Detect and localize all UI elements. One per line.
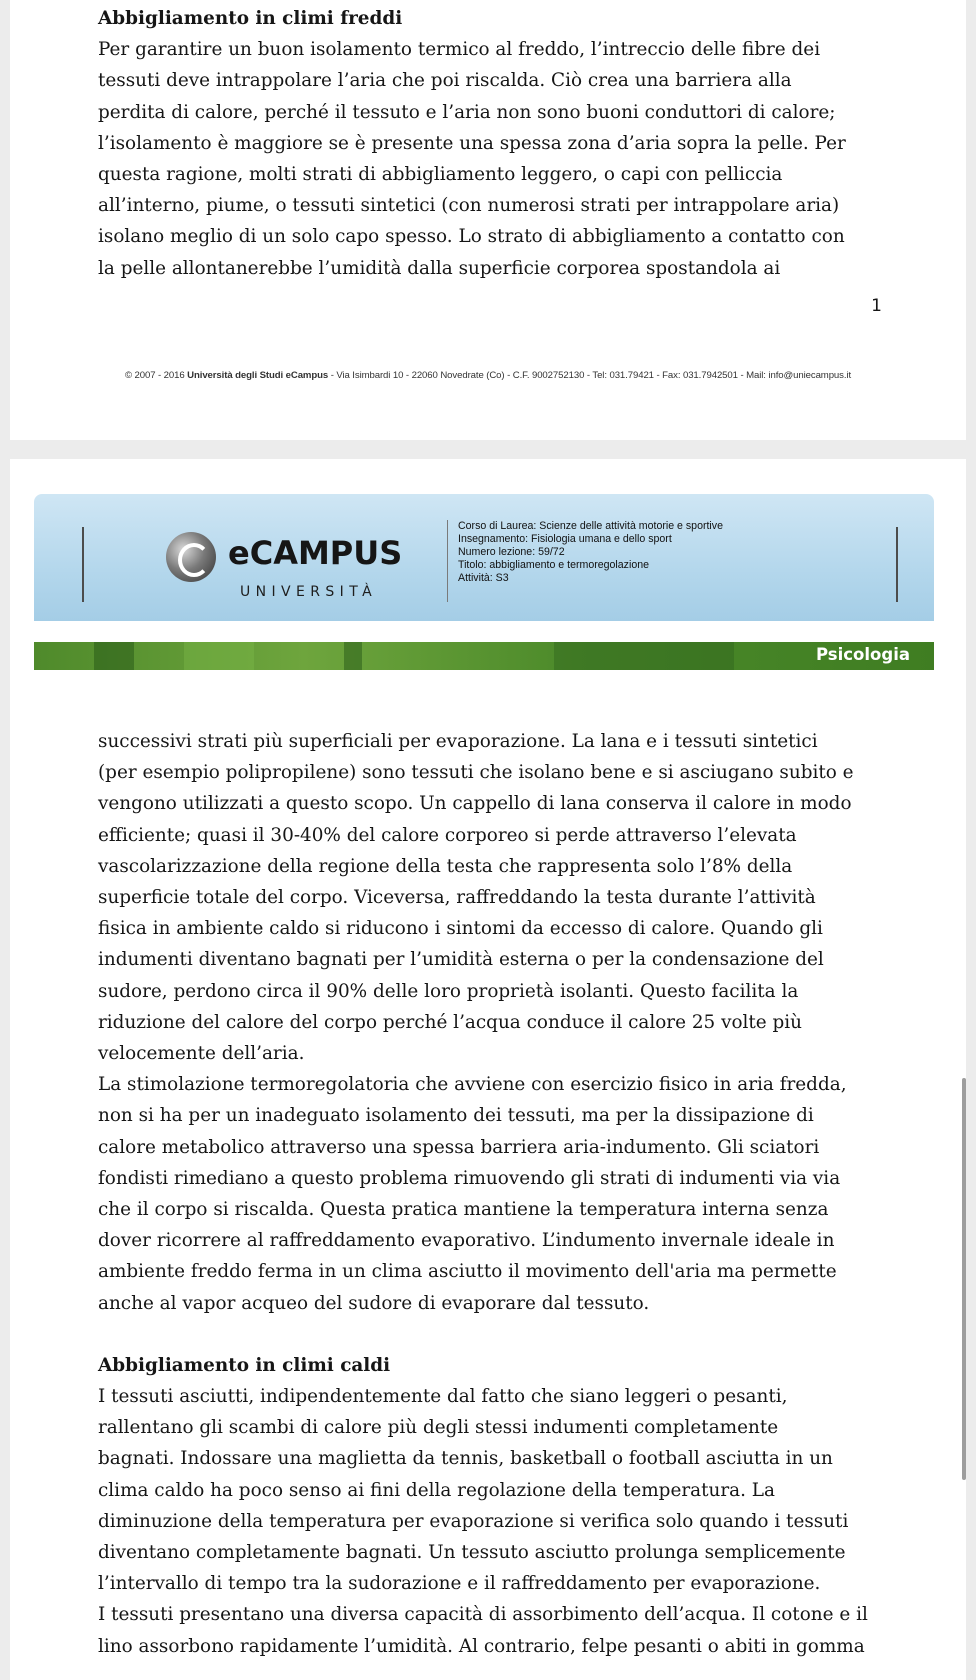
logo-subtitle: UNIVERSITÀ <box>240 584 378 600</box>
section-heading-cold: Abbigliamento in climi freddi <box>98 8 403 29</box>
footer-university: Università degli Studi eCampus <box>187 370 329 381</box>
course-name: Corso di Laurea: Scienze delle attività motorie e sportive <box>458 520 723 532</box>
text-line: La stimolazione termoregolatoria che avviene con esercizio fisico in aria fredda, <box>98 1074 847 1096</box>
text-line: bagnati. Indossare una maglietta da tennis, basketball o football asciutta in un <box>98 1448 833 1470</box>
text-line: all’interno, piume, o tessuti sintetici (con numerosi strati per intrappolare aria) <box>98 195 840 217</box>
text-line: indumenti diventano bagnati per l’umidità esterna o per la condensazione del <box>98 949 824 971</box>
text-line: calore metabolico attraverso una spessa barriera aria-indumento. Gli sciatori <box>98 1136 820 1158</box>
text-line: efficiente; quasi il 30-40% del calore corporeo si perde attraverso l’elevata <box>98 824 797 846</box>
lesson-number: Numero lezione: 59/72 <box>458 546 565 558</box>
text-line: velocemente dell’aria. <box>98 1043 305 1065</box>
text-line: (per esempio polipropilene) sono tessuti che isolano bene e si asciugano subito e <box>98 762 854 784</box>
text-line: anche al vapor acqueo del sudore di evaporare dal tessuto. <box>98 1292 650 1314</box>
text-line: ambiente freddo ferma in un clima asciutto il movimento dell'aria ma permette <box>98 1261 837 1283</box>
document-page-1 <box>10 0 966 440</box>
logo-text: eCAMPUS <box>228 534 403 572</box>
text-line: tessuti deve intrappolare l’aria che poi riscalda. Ciò crea una barriera alla <box>98 70 792 92</box>
text-line: rallentano gli scambi di calore più degli stessi indumenti completamente <box>98 1417 779 1439</box>
text-line: l’isolamento è maggiore se è presente una spessa zona d’aria sopra la pelle. Per <box>98 132 846 154</box>
vertical-scrollbar[interactable] <box>962 1078 966 1480</box>
footer-prefix: © 2007 - 2016 <box>124 370 188 381</box>
text-line: dover ricorrere al raffreddamento evaporativo. L’indumento invernale ideale in <box>98 1230 835 1252</box>
text-line: sudore, perdono circa il 90% delle loro proprietà isolanti. Questo facilita la <box>98 980 799 1002</box>
text-line: perdita di calore, perché il tessuto e l’aria non sono buoni conduttori di calore; <box>98 101 836 123</box>
text-line: superficie totale del corpo. Viceversa, raffreddando la testa durante l’attività <box>98 887 816 909</box>
footer-suffix: - Via Isimbardi 10 - 22060 Novedrate (Co) - C.F. 9002752130 - Tel: 031.79421 - Fax: 031.7942501 - Mail: info@uniecampus.it <box>328 370 852 381</box>
band-label: Psicologia <box>816 645 910 664</box>
text-line: clima caldo ha poco senso ai fini della regolazione della temperatura. La <box>98 1479 775 1501</box>
text-line: lino assorbono rapidamente l’umidità. Al contrario, felpe pesanti o abiti in gomma <box>98 1635 865 1657</box>
text-line: che il corpo si riscalda. Questa pratica mantiene la temperatura interna senza <box>98 1199 829 1221</box>
text-line: questa ragione, molti strati di abbigliamento leggero, o capi con pelliccia <box>98 164 783 186</box>
course-info <box>447 520 788 602</box>
section-heading-hot: Abbigliamento in climi caldi <box>98 1354 391 1376</box>
page2-text <box>98 726 958 1662</box>
page1-text <box>98 3 938 284</box>
text-line: I tessuti asciutti, indipendentemente dal fatto che siano leggeri o pesanti, <box>98 1386 788 1408</box>
text-line: la pelle allontanerebbe l’umidità dalla superficie corporea spostandola ai <box>98 257 781 279</box>
document-page-2 <box>10 459 966 1680</box>
text-line: l’intervallo di tempo tra la sudorazione e il raffreddamento per evaporazione. <box>98 1573 821 1595</box>
text-line: isolano meglio di un solo capo spesso. Lo strato di abbigliamento a contatto con <box>98 226 845 248</box>
text-line: fondisti rimediano a questo problema rimuovendo gli strati di indumenti via via <box>98 1167 841 1189</box>
course-header-banner <box>34 494 934 621</box>
text-line: diminuzione della temperatura per evaporazione si verifica solo quando i tessuti <box>98 1510 849 1532</box>
text-line: fisica in ambiente caldo si riducono i sintomi da eccesso di calore. Quando gli <box>98 918 823 940</box>
text-line: vengono utilizzati a questo scopo. Un cappello di lana conserva il calore in modo <box>98 793 852 815</box>
text-line: successivi strati più superficiali per evaporazione. La lana e i tessuti sintetici <box>98 731 818 752</box>
text-line: riduzione del calore del corpo perché l’acqua conduce il calore 25 volte più <box>98 1011 803 1033</box>
banner-divider-left <box>82 527 84 602</box>
lesson-title: Titolo: abbigliamento e termoregolazione <box>458 559 649 571</box>
banner-divider-right <box>896 527 898 602</box>
text-line: vascolarizzazione della regione della testa che rappresenta solo l’8% della <box>98 855 793 877</box>
text-line: non si ha per un inadeguato isolamento dei tessuti, ma per la dissipazione di <box>98 1105 814 1127</box>
text-line: I tessuti presentano una diversa capacità di assorbimento dell’acqua. Il cotone e il <box>98 1604 868 1626</box>
text-line: Per garantire un buon isolamento termico al freddo, l’intreccio delle fibre dei <box>98 39 821 61</box>
activity-code: Attività: S3 <box>458 572 509 584</box>
page-number: 1 <box>871 296 882 316</box>
text-line: diventano completamente bagnati. Un tessuto asciutto prolunga semplicemente <box>98 1542 846 1564</box>
subject-name: Insegnamento: Fisiologia umana e dello sport <box>458 533 672 545</box>
subject-band <box>34 642 934 670</box>
ecampus-logo-icon <box>166 532 216 582</box>
page-footer <box>10 370 966 381</box>
